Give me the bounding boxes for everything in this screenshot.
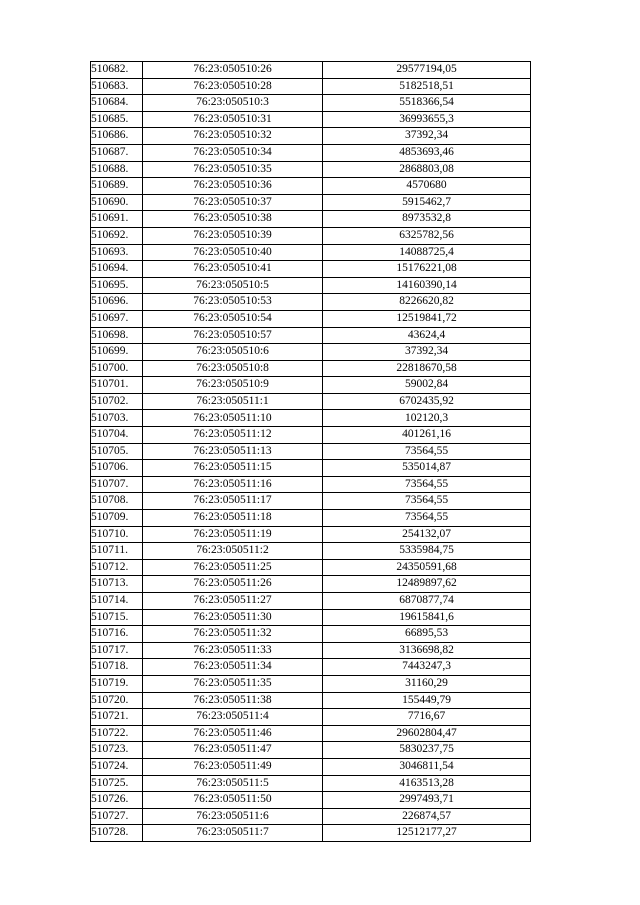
- cadastral-value-cell: 155449,79: [323, 692, 531, 709]
- row-number-cell: 510690.: [91, 194, 143, 211]
- row-number-cell: 510691.: [91, 211, 143, 228]
- cadastral-value-cell: 37392,34: [323, 128, 531, 145]
- cadastral-value-table: [90, 61, 531, 842]
- cadastral-number-cell: 76:23:050511:16: [143, 476, 323, 493]
- cadastral-number-cell: 76:23:050511:33: [143, 642, 323, 659]
- table-row: [91, 659, 531, 676]
- cadastral-number-cell: 76:23:050511:2: [143, 543, 323, 560]
- row-number-cell: 510693.: [91, 244, 143, 261]
- cadastral-number-cell: 76:23:050511:35: [143, 675, 323, 692]
- row-number-cell: 510687.: [91, 144, 143, 161]
- row-number-cell: 510725.: [91, 775, 143, 792]
- cadastral-number-cell: 76:23:050510:31: [143, 111, 323, 128]
- cadastral-number-cell: 76:23:050510:3: [143, 95, 323, 112]
- cadastral-number-cell: 76:23:050511:1: [143, 393, 323, 410]
- cadastral-value-cell: 12519841,72: [323, 310, 531, 327]
- table-row: [91, 476, 531, 493]
- cadastral-number-cell: 76:23:050511:34: [143, 659, 323, 676]
- row-number-cell: 510683.: [91, 78, 143, 95]
- cadastral-number-cell: 76:23:050511:12: [143, 427, 323, 444]
- row-number-cell: 510714.: [91, 593, 143, 610]
- cadastral-value-cell: 4163513,28: [323, 775, 531, 792]
- table-row: [91, 344, 531, 361]
- table-row: [91, 227, 531, 244]
- table-row: [91, 559, 531, 576]
- row-number-cell: 510701.: [91, 377, 143, 394]
- table-row: [91, 692, 531, 709]
- cadastral-value-cell: 5518366,54: [323, 95, 531, 112]
- table-body: [91, 62, 531, 842]
- cadastral-value-cell: 19615841,6: [323, 609, 531, 626]
- table-row: [91, 111, 531, 128]
- cadastral-number-cell: 76:23:050510:41: [143, 261, 323, 278]
- cadastral-number-cell: 76:23:050510:39: [143, 227, 323, 244]
- cadastral-value-cell: 6325782,56: [323, 227, 531, 244]
- table-row: [91, 327, 531, 344]
- cadastral-value-cell: 31160,29: [323, 675, 531, 692]
- table-row: [91, 377, 531, 394]
- table-row: [91, 526, 531, 543]
- cadastral-value-cell: 43624,4: [323, 327, 531, 344]
- row-number-cell: 510708.: [91, 493, 143, 510]
- cadastral-number-cell: 76:23:050510:36: [143, 178, 323, 195]
- table-row: [91, 261, 531, 278]
- table-row: [91, 211, 531, 228]
- cadastral-number-cell: 76:23:050510:53: [143, 294, 323, 311]
- cadastral-number-cell: 76:23:050511:25: [143, 559, 323, 576]
- row-number-cell: 510712.: [91, 559, 143, 576]
- row-number-cell: 510700.: [91, 360, 143, 377]
- row-number-cell: 510694.: [91, 261, 143, 278]
- cadastral-number-cell: 76:23:050511:7: [143, 825, 323, 842]
- cadastral-value-cell: 4853693,46: [323, 144, 531, 161]
- table-row: [91, 775, 531, 792]
- row-number-cell: 510686.: [91, 128, 143, 145]
- cadastral-number-cell: 76:23:050511:6: [143, 808, 323, 825]
- row-number-cell: 510724.: [91, 758, 143, 775]
- table-row: [91, 758, 531, 775]
- cadastral-number-cell: 76:23:050511:17: [143, 493, 323, 510]
- cadastral-value-cell: 226874,57: [323, 808, 531, 825]
- cadastral-value-cell: 2868803,08: [323, 161, 531, 178]
- table-row: [91, 95, 531, 112]
- table-row: [91, 576, 531, 593]
- cadastral-value-cell: 73564,55: [323, 443, 531, 460]
- table-row: [91, 244, 531, 261]
- cadastral-number-cell: 76:23:050511:13: [143, 443, 323, 460]
- row-number-cell: 510715.: [91, 609, 143, 626]
- cadastral-value-cell: 5830237,75: [323, 742, 531, 759]
- row-number-cell: 510722.: [91, 725, 143, 742]
- cadastral-value-cell: 66895,53: [323, 626, 531, 643]
- cadastral-value-cell: 8226620,82: [323, 294, 531, 311]
- cadastral-value-cell: 5915462,7: [323, 194, 531, 211]
- cadastral-value-cell: 6702435,92: [323, 393, 531, 410]
- table-row: [91, 144, 531, 161]
- cadastral-value-cell: 2997493,71: [323, 792, 531, 809]
- row-number-cell: 510706.: [91, 460, 143, 477]
- cadastral-value-cell: 15176221,08: [323, 261, 531, 278]
- cadastral-number-cell: 76:23:050511:47: [143, 742, 323, 759]
- cadastral-value-cell: 6870877,74: [323, 593, 531, 610]
- row-number-cell: 510719.: [91, 675, 143, 692]
- table-row: [91, 642, 531, 659]
- cadastral-value-cell: 73564,55: [323, 476, 531, 493]
- table-row: [91, 294, 531, 311]
- cadastral-number-cell: 76:23:050510:8: [143, 360, 323, 377]
- cadastral-number-cell: 76:23:050510:9: [143, 377, 323, 394]
- table-row: [91, 443, 531, 460]
- cadastral-value-cell: 5335984,75: [323, 543, 531, 560]
- cadastral-value-cell: 3046811,54: [323, 758, 531, 775]
- row-number-cell: 510696.: [91, 294, 143, 311]
- cadastral-number-cell: 76:23:050511:5: [143, 775, 323, 792]
- row-number-cell: 510727.: [91, 808, 143, 825]
- cadastral-number-cell: 76:23:050511:49: [143, 758, 323, 775]
- row-number-cell: 510684.: [91, 95, 143, 112]
- table-row: [91, 360, 531, 377]
- row-number-cell: 510688.: [91, 161, 143, 178]
- cadastral-value-cell: 8973532,8: [323, 211, 531, 228]
- cadastral-number-cell: 76:23:050511:15: [143, 460, 323, 477]
- cadastral-number-cell: 76:23:050511:30: [143, 609, 323, 626]
- cadastral-value-cell: 12489897,62: [323, 576, 531, 593]
- cadastral-value-cell: 29602804,47: [323, 725, 531, 742]
- row-number-cell: 510707.: [91, 476, 143, 493]
- cadastral-number-cell: 76:23:050511:27: [143, 593, 323, 610]
- table-row: [91, 792, 531, 809]
- table-row: [91, 62, 531, 79]
- table-row: [91, 543, 531, 560]
- row-number-cell: 510682.: [91, 62, 143, 79]
- cadastral-value-cell: 102120,3: [323, 410, 531, 427]
- cadastral-value-cell: 3136698,82: [323, 642, 531, 659]
- table-row: [91, 808, 531, 825]
- cadastral-number-cell: 76:23:050510:34: [143, 144, 323, 161]
- row-number-cell: 510711.: [91, 543, 143, 560]
- cadastral-value-cell: 12512177,27: [323, 825, 531, 842]
- table-row: [91, 593, 531, 610]
- cadastral-value-cell: 7716,67: [323, 709, 531, 726]
- cadastral-value-cell: 14088725,4: [323, 244, 531, 261]
- cadastral-value-cell: 7443247,3: [323, 659, 531, 676]
- cadastral-number-cell: 76:23:050511:19: [143, 526, 323, 543]
- cadastral-number-cell: 76:23:050510:54: [143, 310, 323, 327]
- cadastral-value-cell: 5182518,51: [323, 78, 531, 95]
- cadastral-number-cell: 76:23:050510:35: [143, 161, 323, 178]
- table-row: [91, 194, 531, 211]
- table-row: [91, 427, 531, 444]
- row-number-cell: 510699.: [91, 344, 143, 361]
- row-number-cell: 510685.: [91, 111, 143, 128]
- cadastral-number-cell: 76:23:050510:32: [143, 128, 323, 145]
- row-number-cell: 510709.: [91, 510, 143, 527]
- row-number-cell: 510697.: [91, 310, 143, 327]
- row-number-cell: 510692.: [91, 227, 143, 244]
- cadastral-value-cell: 24350591,68: [323, 559, 531, 576]
- cadastral-number-cell: 76:23:050510:26: [143, 62, 323, 79]
- table-row: [91, 675, 531, 692]
- cadastral-value-cell: 14160390,14: [323, 277, 531, 294]
- cadastral-value-cell: 29577194,05: [323, 62, 531, 79]
- cadastral-number-cell: 76:23:050511:46: [143, 725, 323, 742]
- row-number-cell: 510695.: [91, 277, 143, 294]
- row-number-cell: 510705.: [91, 443, 143, 460]
- cadastral-value-cell: 254132,07: [323, 526, 531, 543]
- row-number-cell: 510720.: [91, 692, 143, 709]
- cadastral-value-cell: 73564,55: [323, 493, 531, 510]
- row-number-cell: 510702.: [91, 393, 143, 410]
- row-number-cell: 510704.: [91, 427, 143, 444]
- cadastral-value-cell: 401261,16: [323, 427, 531, 444]
- cadastral-value-cell: 22818670,58: [323, 360, 531, 377]
- row-number-cell: 510728.: [91, 825, 143, 842]
- cadastral-value-cell: 73564,55: [323, 510, 531, 527]
- cadastral-value-cell: 59002,84: [323, 377, 531, 394]
- table-row: [91, 725, 531, 742]
- cadastral-number-cell: 76:23:050510:37: [143, 194, 323, 211]
- table-row: [91, 709, 531, 726]
- row-number-cell: 510710.: [91, 526, 143, 543]
- cadastral-number-cell: 76:23:050511:32: [143, 626, 323, 643]
- row-number-cell: 510698.: [91, 327, 143, 344]
- table-row: [91, 410, 531, 427]
- table-row: [91, 277, 531, 294]
- cadastral-number-cell: 76:23:050511:10: [143, 410, 323, 427]
- row-number-cell: 510721.: [91, 709, 143, 726]
- cadastral-value-cell: 535014,87: [323, 460, 531, 477]
- cadastral-number-cell: 76:23:050511:18: [143, 510, 323, 527]
- cadastral-number-cell: 76:23:050511:50: [143, 792, 323, 809]
- table-row: [91, 310, 531, 327]
- table-row: [91, 161, 531, 178]
- cadastral-number-cell: 76:23:050511:4: [143, 709, 323, 726]
- cadastral-number-cell: 76:23:050511:26: [143, 576, 323, 593]
- row-number-cell: 510689.: [91, 178, 143, 195]
- table-row: [91, 493, 531, 510]
- cadastral-number-cell: 76:23:050510:40: [143, 244, 323, 261]
- row-number-cell: 510716.: [91, 626, 143, 643]
- table-row: [91, 742, 531, 759]
- row-number-cell: 510717.: [91, 642, 143, 659]
- table-row: [91, 460, 531, 477]
- row-number-cell: 510703.: [91, 410, 143, 427]
- cadastral-number-cell: 76:23:050510:57: [143, 327, 323, 344]
- row-number-cell: 510718.: [91, 659, 143, 676]
- table-row: [91, 78, 531, 95]
- cadastral-value-cell: 4570680: [323, 178, 531, 195]
- cadastral-value-cell: 36993655,3: [323, 111, 531, 128]
- cadastral-number-cell: 76:23:050511:38: [143, 692, 323, 709]
- table-row: [91, 609, 531, 626]
- table-row: [91, 510, 531, 527]
- table-row: [91, 128, 531, 145]
- table-row: [91, 393, 531, 410]
- row-number-cell: 510713.: [91, 576, 143, 593]
- row-number-cell: 510726.: [91, 792, 143, 809]
- cadastral-value-cell: 37392,34: [323, 344, 531, 361]
- table-row: [91, 825, 531, 842]
- table-row: [91, 178, 531, 195]
- cadastral-number-cell: 76:23:050510:28: [143, 78, 323, 95]
- cadastral-number-cell: 76:23:050510:6: [143, 344, 323, 361]
- cadastral-number-cell: 76:23:050510:38: [143, 211, 323, 228]
- table-row: [91, 626, 531, 643]
- cadastral-number-cell: 76:23:050510:5: [143, 277, 323, 294]
- row-number-cell: 510723.: [91, 742, 143, 759]
